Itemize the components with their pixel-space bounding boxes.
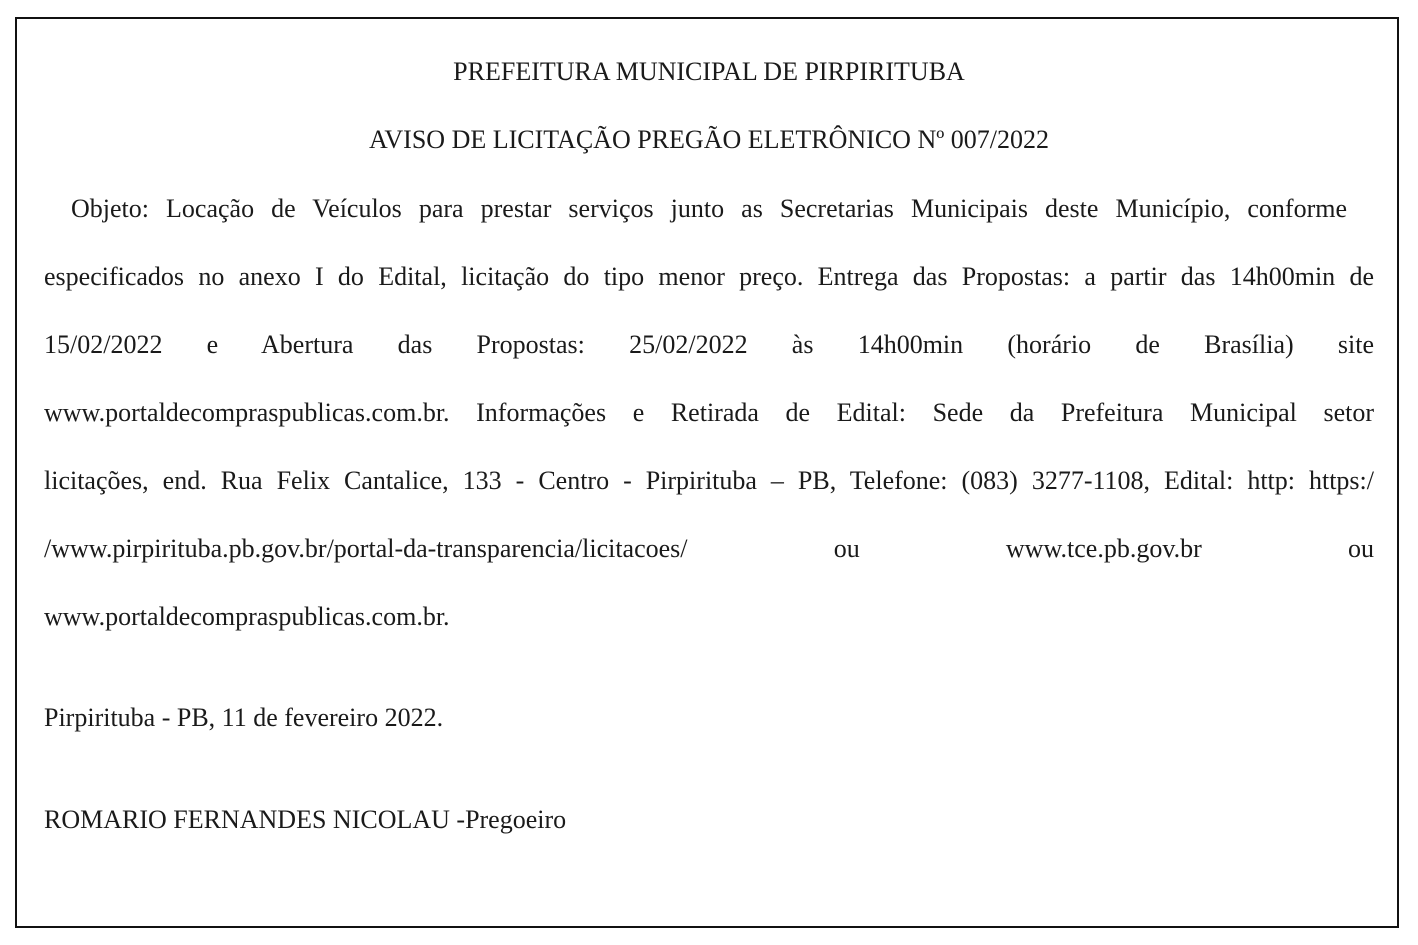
signature-line: ROMARIO FERNANDES NICOLAU -Pregoeiro (44, 805, 567, 834)
body-line-6: /www.pirpirituba.pb.gov.br/portal-da-transparencia/licitacoes/ ou www.tce.pb.gov.br ou (44, 534, 1374, 563)
body-line-4: www.portaldecompraspublicas.com.br. Informações e Retirada de Edital: Sede da Prefeitura Municipal setor (44, 398, 1374, 427)
body-line-7: www.portaldecompraspublicas.com.br. (44, 602, 450, 631)
notice-subtitle: AVISO DE LICITAÇÃO PREGÃO ELETRÔNICO Nº 007/2022 (368, 125, 1050, 154)
body-line-2: especificados no anexo I do Edital, licitação do tipo menor preço. Entrega das Propostas: a partir das 14h00min de (44, 262, 1374, 291)
body-line-5: licitações, end. Rua Felix Cantalice, 133 - Centro - Pirpirituba – PB, Telefone: (083) 3277-1108, Edital: http: https:/ (44, 466, 1374, 495)
page-title: PREFEITURA MUNICIPAL DE PIRPIRITUBA (453, 57, 965, 86)
body-line-3: 15/02/2022 e Abertura das Propostas: 25/02/2022 às 14h00min (horário de Brasília) site (44, 330, 1374, 359)
body-line-1: Objeto: Locação de Veículos para prestar serviços junto as Secretarias Municipais deste Município, conforme (71, 194, 1347, 223)
notice-frame (15, 17, 1399, 928)
date-line: Pirpirituba - PB, 11 de fevereiro 2022. (44, 703, 444, 732)
